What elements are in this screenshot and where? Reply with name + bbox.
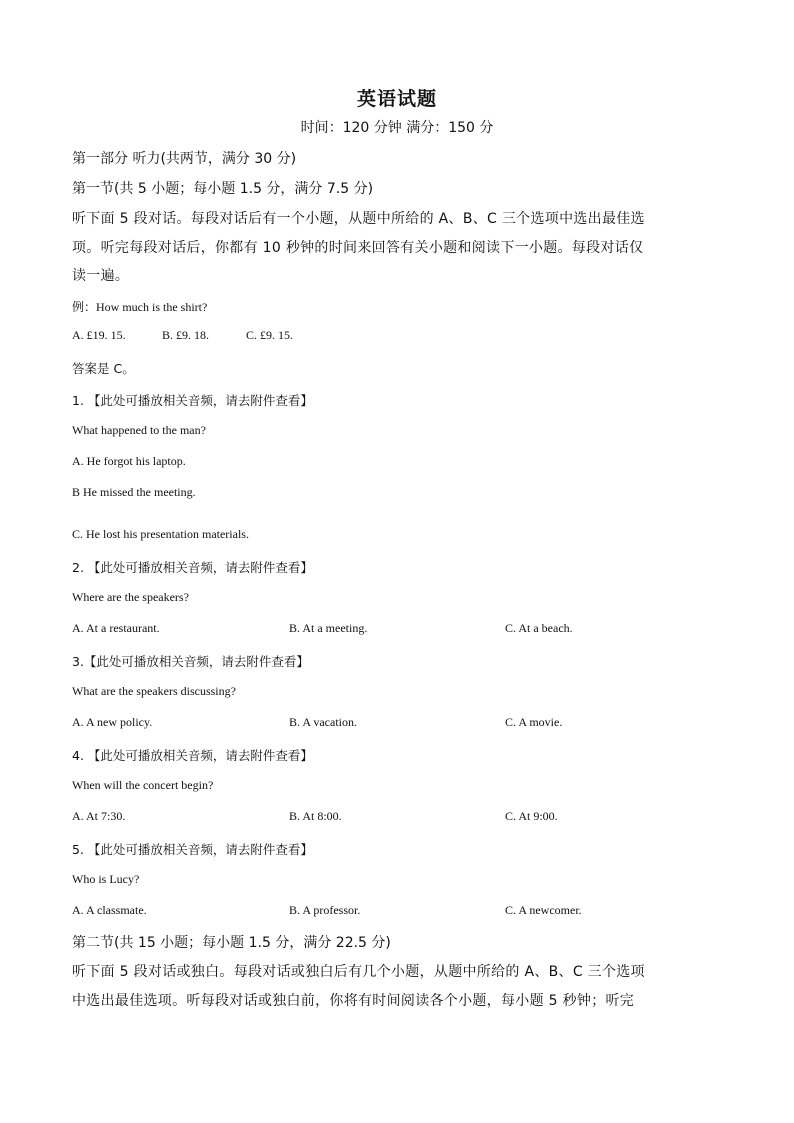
instructions-line-1: 听下面 5 段对话。每段对话后有一个小题，从题中所给的 A、B、C 三个选项中选出最佳选 — [72, 211, 645, 227]
q3-option-b: B. A vacation. — [289, 715, 357, 729]
instructions-line-3: 读一遍。 — [72, 268, 130, 284]
example-option-a: A. £19. 15. — [72, 328, 126, 342]
section-two-heading: 第二节(共 15 小题；每小题 1.5 分，满分 22.5 分) — [72, 935, 391, 951]
q2-audio-link[interactable]: 2. 【此处可播放相关音频，请去附件查看】 — [72, 560, 313, 575]
section-one-heading: 第一节(共 5 小题；每小题 1.5 分，满分 7.5 分) — [72, 181, 374, 197]
q2-question: Where are the speakers? — [72, 590, 189, 604]
exam-time-score: 时间：120 分钟 满分：150 分 — [300, 120, 494, 136]
q4-option-b: B. At 8:00. — [289, 809, 342, 823]
q1-question: What happened to the man? — [72, 423, 206, 437]
q1-option-c: C. He lost his presentation materials. — [72, 527, 249, 541]
example-answer: 答案是 C。 — [72, 361, 135, 376]
q1-audio-link[interactable]: 1. 【此处可播放相关音频，请去附件查看】 — [72, 393, 313, 408]
q2-option-c: C. At a beach. — [505, 621, 573, 635]
q1-option-a: A. He forgot his laptop. — [72, 454, 186, 468]
q4-option-a: A. At 7:30. — [72, 809, 126, 823]
q5-question: Who is Lucy? — [72, 872, 140, 886]
q4-option-c: C. At 9:00. — [505, 809, 558, 823]
q5-option-a: A. A classmate. — [72, 903, 147, 917]
instructions2-line-1: 听下面 5 段对话或独白。每段对话或独白后有几个小题，从题中所给的 A、B、C 三个选项 — [72, 964, 645, 980]
instructions-line-2: 项。听完每段对话后，你都有 10 秒钟的时间来回答有关小题和阅读下一小题。每段对话仅 — [72, 240, 644, 256]
q3-question: What are the speakers discussing? — [72, 684, 236, 698]
page-title: 英语试题 — [356, 88, 437, 110]
q3-audio-link[interactable]: 3.【此处可播放相关音频，请去附件查看】 — [72, 654, 309, 669]
q5-option-c: C. A newcomer. — [505, 903, 582, 917]
q5-audio-link[interactable]: 5. 【此处可播放相关音频，请去附件查看】 — [72, 842, 313, 857]
instructions2-line-2: 中选出最佳选项。听每段对话或独白前，你将有时间阅读各个小题，每小题 5 秒钟；听完 — [72, 993, 635, 1009]
q1-option-b: B He missed the meeting. — [72, 485, 196, 499]
part-one-heading: 第一部分 听力(共两节，满分 30 分) — [72, 151, 297, 167]
q3-option-a: A. A new policy. — [72, 715, 153, 729]
q4-audio-link[interactable]: 4. 【此处可播放相关音频，请去附件查看】 — [72, 748, 313, 763]
q5-option-b: B. A professor. — [289, 903, 361, 917]
q2-option-a: A. At a restaurant. — [72, 621, 160, 635]
example-option-c: C. £9. 15. — [246, 328, 294, 342]
q2-option-b: B. At a meeting. — [289, 621, 368, 635]
q3-option-c: C. A movie. — [505, 715, 563, 729]
example-question: 例：How much is the shirt? — [72, 300, 208, 314]
q4-question: When will the concert begin? — [72, 778, 214, 792]
example-option-b: B. £9. 18. — [162, 328, 210, 342]
